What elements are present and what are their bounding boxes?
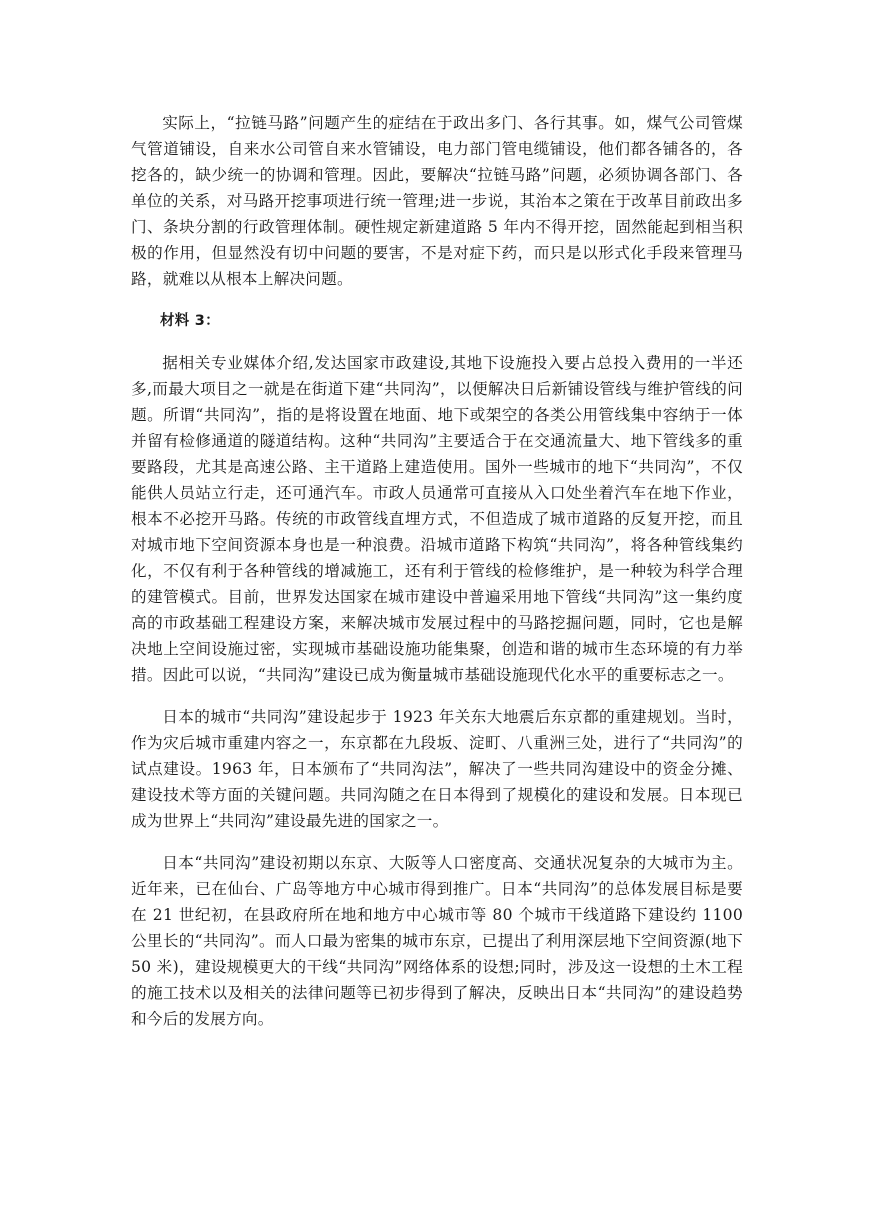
paragraph-japan-tunnel-history: 日本的城市“共同沟”建设起步于 1923 年关东大地震后东京都的重建规划。当时，作为灾后城市重建内容之一，东京都在九段坂、淀町、八重洲三处，进行了“共同沟”的试点建设。1963 年，日本颁布了“共同沟法”，解决了一些共同沟建设中的资金分摊、建设技术等方面的关键问题。共同沟随之在日本得到了规模化的建设和发展。日本现已成为世界上“共同沟”建设最先进的国家之一。 bbox=[131, 708, 743, 830]
paragraph-japan-tunnel-development: 日本“共同沟”建设初期以东京、大阪等人口密度高、交通状况复杂的大城市为主。近年来，已在仙台、广岛等地方中心城市得到推广。日本“共同沟”的总体发展目标是要在 21 世纪初，在县政府所在地和地方中心城市等 80 个城市干线道路下建设约 1100 公里长的“共同沟”。而人口最为密集的城市东京，已提出了利用深层地下空间资源(地下 50 米)，建设规模更大的干线“共同沟”网络体系的设想;同时，涉及这一设想的土木工程的施工技术以及相关的法律问题等已初步得到了解决，反映出日本“共同沟”的建设趋势和今后的发展方向。 bbox=[131, 854, 743, 1028]
section-heading-material-3: 材料 3： bbox=[160, 313, 220, 329]
paragraph-utility-tunnel-intro: 据相关专业媒体介绍,发达国家市政建设,其地下设施投入要占总投入费用的一半还多,而最大项目之一就是在街道下建“共同沟”，以便解决日后新铺设管线与维护管线的问题。所谓“共同沟”，指的是将设置在地面、地下或架空的各类公用管线集中容纳于一体并留有检修通道的隧道结构。这种“共同沟”主要适合于在交通流量大、地下管线多的重要路段，尤其是高速公路、主干道路上建造使用。国外一些城市的地下“共同沟”，不仅能供人员站立行走，还可通汽车。市政人员通常可直接从入口处坐着汽车在地下作业，根本不必挖开马路。传统的市政管线直埋方式，不但造成了城市道路的反复开挖，而且对城市地下空间资源本身也是一种浪费。沿城市道路下构筑“共同沟”，将各种管线集约化，不仅有利于各种管线的增减施工，还有利于管线的检修维护，是一种较为科学合理的建管模式。目前，世界发达国家在城市建设中普遍采用地下管线“共同沟”这一集约度高的市政基础工程建设方案，来解决城市发展过程中的马路挖掘问题，同时，它也是解决地上空间设施过密，实现城市基础设施功能集聚，创造和谐的城市生态环境的有力举措。因此可以说，“共同沟”建设已成为衡量城市基础设施现代化水平的重要标志之一。 bbox=[131, 354, 743, 684]
paragraph-lazipper-road-cause: 实际上，“拉链马路”问题产生的症结在于政出多门、各行其事。如，煤气公司管煤气管道铺设，自来水公司管自来水管铺设，电力部门管电缆铺设，他们都各铺各的，各挖各的，缺少统一的协调和管理。因此，要解决“拉链马路”问题，必须协调各部门、各单位的关系，对马路开挖事项进行统一管理;进一步说，其治本之策在于改革目前政出多门、条块分割的行政管理体制。硬性规定新建道路 5 年内不得开挖，固然能起到相当积极的作用，但显然没有切中问题的要害，不是对症下药，而只是以形式化手段来管理马路，就难以从根本上解决问题。 bbox=[131, 114, 743, 288]
document-body bbox=[131, 110, 743, 1048]
